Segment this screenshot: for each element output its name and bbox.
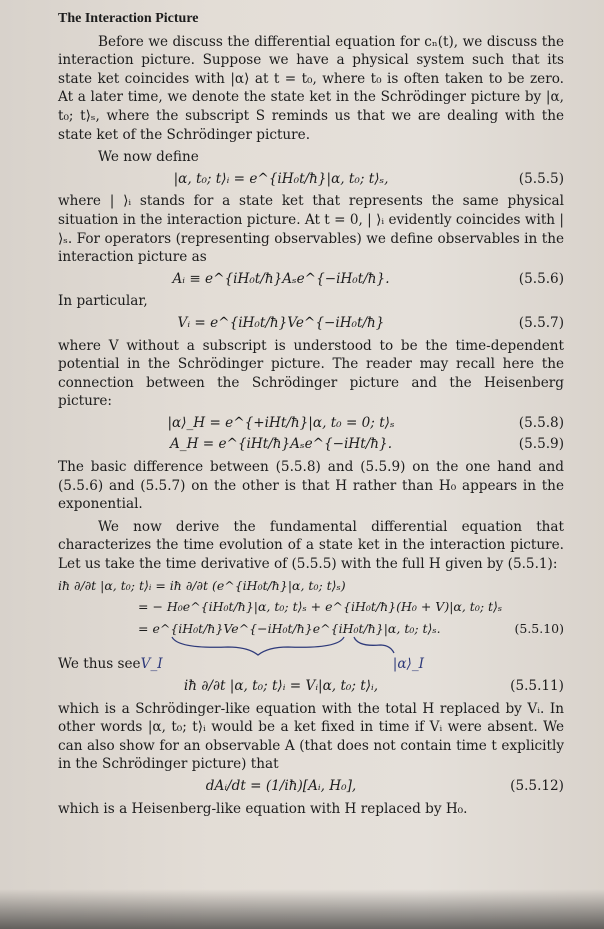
equation-5-5-5: [58, 170, 564, 189]
equation-5-5-8: [58, 414, 564, 433]
equation-number: (5.5.6): [518, 270, 564, 287]
page-content: [58, 4, 564, 818]
handwritten-annotation: [58, 641, 564, 655]
equation-5-5-12: [58, 777, 564, 796]
paragraph-define: We now define: [98, 149, 199, 166]
paragraph-difference: The basic difference between (5.5.8) and (5.5.9) on the one hand and (5.5.6) and (5.5.7) on the other is that H rather than H₀ appears in the exponential.: [58, 459, 564, 513]
paragraph-potential: where V without a subscript is understood to be the time-dependent potential in the Schrödinger picture. The reader may recall here the connection between the Schrödinger picture and the Heisenberg picture:: [58, 337, 564, 410]
paragraph-intro: Before we discuss the differential equation for cₙ(t), we discuss the interaction picture. Suppose we have a physical system such that its state ket coincides with |α⟩ at t = t₀, where t₀ is often taken to be zero. At a later time, we denote the state ket in the Schrödinger picture by |α, t₀; t⟩ₛ, where the subscript S reminds us that we are dealing with the state ket of the Schrödinger picture.: [58, 33, 564, 143]
equation-body: iħ ∂/∂t |α, t₀; t⟩ᵢ = Vᵢ|α, t₀; t⟩ᵢ,: [183, 678, 379, 694]
equation-body: |α⟩_H = e^{+iHt/ħ}|α, t₀ = 0; t⟩ₛ: [167, 414, 395, 431]
section-title: The Interaction Picture: [58, 11, 199, 26]
equation-number: (5.5.7): [518, 314, 564, 331]
we-thus-see-row: [58, 655, 564, 674]
equation-5-5-6: [58, 270, 564, 289]
paragraph-in-particular: In particular,: [58, 293, 148, 310]
equation-body: Vᵢ = e^{iH₀t/ħ}Ve^{−iH₀t/ħ}: [177, 314, 385, 331]
equation-body: iħ ∂/∂t |α, t₀; t⟩ᵢ = iħ ∂/∂t (e^{iH₀t/ħ}|α, t₀; t⟩ₛ): [58, 577, 346, 593]
handwritten-v: V_I: [140, 656, 163, 673]
equation-body: = e^{iH₀t/ħ}Ve^{−iH₀t/ħ}e^{iH₀t/ħ}|α, t₀; t⟩ₛ.: [138, 620, 441, 636]
equation-number: (5.5.12): [510, 777, 564, 794]
equation-body: dAᵢ/dt = (1/iħ)[Aᵢ, H₀],: [205, 777, 357, 794]
equation-body: = − H₀e^{iH₀t/ħ}|α, t₀; t⟩ₛ + e^{iH₀t/ħ}(H₀ + V)|α, t₀; t⟩ₛ: [138, 599, 503, 615]
equation-5-5-9: [58, 435, 564, 454]
equation-number: (5.5.5): [518, 170, 564, 187]
page-shadow: [0, 889, 604, 929]
equation-body: A_H = e^{iHt/ħ}Aₛe^{−iHt/ħ}.: [169, 436, 393, 453]
handwritten-ket: |α⟩_I: [392, 656, 424, 673]
equation-5-5-11: [58, 677, 564, 696]
paragraph-derive: We now derive the fundamental differential equation that characterizes the time evolution of a state ket in the interaction picture. Let us take the time derivative of (5.5.5) with the full H given by (5.5.1):: [58, 518, 564, 573]
paragraph-thus-see: We thus see: [58, 656, 141, 673]
equation-number: (5.5.8): [518, 414, 564, 431]
equation-5-5-10-line-2: [138, 598, 564, 617]
equation-number: (5.5.11): [510, 678, 564, 694]
equation-number: (5.5.9): [518, 436, 564, 453]
equation-5-5-10-line-1: [58, 577, 564, 596]
equation-body: |α, t₀; t⟩ᵢ = e^{iH₀t/ħ}|α, t₀; t⟩ₛ,: [173, 170, 389, 187]
equation-body: Aᵢ ≡ e^{iH₀t/ħ}Aₛe^{−iH₀t/ħ}.: [172, 270, 390, 287]
paragraph-heisenberg-like: which is a Heisenberg-like equation with H replaced by H₀.: [58, 800, 468, 817]
paragraph-schrodinger-like: which is a Schrödinger-like equation with the total H replaced by Vᵢ. In other words |α, t₀; t⟩ᵢ would be a ket fixed in time if Vᵢ were absent. We can also show for an observable A (that does not contain time t explicitly in the Schrödinger picture) that: [58, 700, 564, 773]
equation-number: (5.5.10): [514, 620, 564, 636]
equation-5-5-7: [58, 314, 564, 333]
brace-mark-icon: [168, 635, 428, 657]
paragraph-interaction-ket: where | ⟩ᵢ stands for a state ket that represents the same physical situation in the interaction picture. At t = 0, | ⟩ᵢ evidently coincides with | ⟩ₛ. For operators (representing observables) we define observables in the interaction picture as: [58, 193, 564, 266]
